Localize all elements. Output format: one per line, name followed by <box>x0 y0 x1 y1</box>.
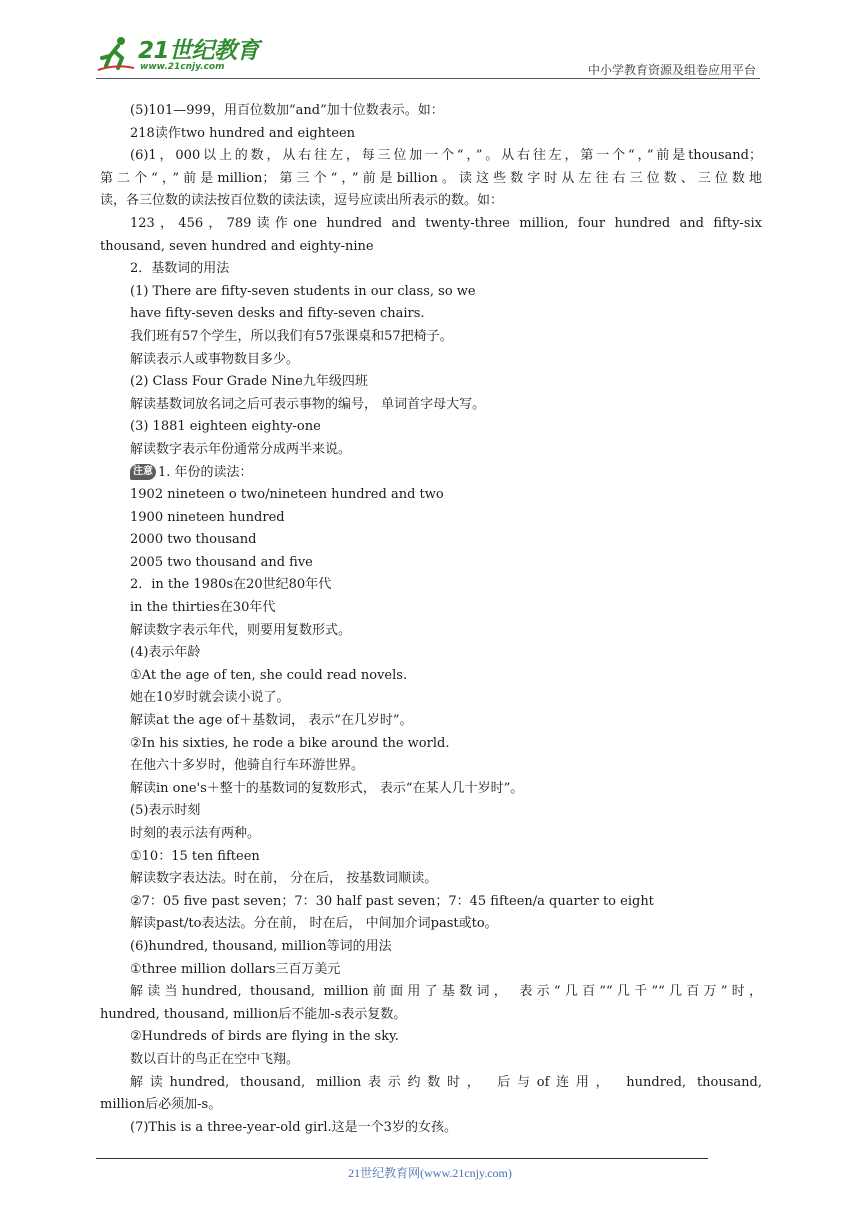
text-line: 在他六十多岁时，他骑自行车环游世界。 <box>130 758 365 774</box>
footer-divider <box>96 1158 708 1159</box>
text-line: 解读in one's＋整十的基数词的复数形式， 表示“在某人几十岁时”。 <box>130 780 524 796</box>
note-badge: 注意 <box>130 464 156 480</box>
text-line: 123，456，789读作one hundred and twenty-three million, four hundred and fifty-six <box>130 215 762 231</box>
text-line: 2005 two thousand and five <box>130 554 313 570</box>
text-line: (2) Class Four Grade Nine九年级四班 <box>130 374 368 390</box>
text-line: 1900 nineteen hundred <box>130 509 285 525</box>
runner-logo-icon <box>96 34 136 74</box>
text-line: 解读基数词放名词之后可表示事物的编号， 单词首字母大写。 <box>130 396 486 412</box>
text-line: 解读表示人或事物数目多少。 <box>130 351 300 367</box>
text-line: 解读数字表示年份通常分成两半来说。 <box>130 441 352 457</box>
text-line: 2．in the 1980s在20世纪80年代 <box>130 577 332 593</box>
text-line: hundred, thousand, million后不能加-s表示复数。 <box>100 1006 407 1022</box>
note-line <box>100 462 762 485</box>
text-line: 1. 年份的读法： <box>158 464 253 480</box>
text-line: 时刻的表示法有两种。 <box>130 826 261 841</box>
text-line: ②In his sixties, he rode a bike around the world. <box>130 735 450 751</box>
text-line: have fifty-seven desks and fifty-seven chairs. <box>130 306 425 322</box>
text-line: ①10：15 ten fifteen <box>130 848 260 864</box>
text-line: ①three million dollars三百万美元 <box>130 961 341 977</box>
document-body <box>100 100 762 1139</box>
text-line: 解读hundred, thousand, million表示约数时， 后与of连用， hundred, thousand, <box>130 1074 762 1090</box>
text-line: 我们班有57个学生，所以我们有57张课桌和57把椅子。 <box>130 328 453 344</box>
logo-url: www.21cnjy.com <box>140 62 225 72</box>
text-line: ①At the age of ten, she could read novels. <box>130 667 408 683</box>
text-line: 她在10岁时就会读小说了。 <box>130 690 290 706</box>
text-line: 数以百计的鸟正在空中飞翔。 <box>130 1051 300 1067</box>
text-line: 读，各三位数的读法按百位数的读法读，逗号应读出所表示的数。如： <box>100 193 504 209</box>
text-line: 解读数字表达法。时在前， 分在后， 按基数词顺读。 <box>130 871 438 887</box>
text-line: 第二个“，”前是million；第三个“，”前是billion。读这些数字时从左往右三位数、三位数地 <box>100 170 762 186</box>
text-line: ②7：05 five past seven；7：30 half past seven；7：45 fifteen/a quarter to eight <box>130 893 654 909</box>
logo-text: 21世纪教育 <box>138 38 260 64</box>
text-line: ②Hundreds of birds are flying in the sky. <box>130 1029 399 1045</box>
platform-name: 中小学教育资源及组卷应用平台 <box>587 63 756 77</box>
text-line: 解读当hundred, thousand, million前面用了基数词， 表示“几百”“几千”“几百万”时， <box>130 984 762 1000</box>
text-line: (5)表示时刻 <box>130 803 201 819</box>
page-header <box>96 30 760 80</box>
text-line: (7)This is a three-year-old girl.这是一个3岁的女孩。 <box>130 1119 457 1135</box>
text-line: (5)101—999，用百位数加“and”加十位数表示。如： <box>130 103 444 118</box>
text-line: 解读at the age of＋基数词， 表示“在几岁时”。 <box>130 713 413 729</box>
text-line: 解读past/to表达法。分在前， 时在后， 中间加介词past或to。 <box>130 916 498 932</box>
text-line: 1902 nineteen o two/nineteen hundred and two <box>130 487 444 503</box>
text-line: million后必须加-s。 <box>100 1097 222 1113</box>
section-heading: 2．基数词的用法 <box>130 261 230 277</box>
text-line: 2000 two thousand <box>130 532 257 548</box>
text-line: in the thirties在30年代 <box>130 600 276 616</box>
text-line: thousand, seven hundred and eighty-nine <box>100 238 374 254</box>
text-line: 解读数字表示年代，则要用复数形式。 <box>130 622 352 638</box>
page-footer: 21世纪教育网(www.21cnjy.com) <box>348 1166 512 1180</box>
text-line: (3) 1881 eighteen eighty-one <box>130 419 321 435</box>
text-line: (4)表示年龄 <box>130 645 201 661</box>
text-line: 218读作two hundred and eighteen <box>130 125 356 141</box>
logo <box>96 30 266 78</box>
header-divider <box>96 78 760 79</box>
text-line: (6)hundred, thousand, million等词的用法 <box>130 938 392 954</box>
text-line: (1) There are fifty-seven students in our class, so we <box>130 283 476 299</box>
text-line: (6)1，000以上的数，从右往左，每三位加一个“，”。从右往左，第一个“，”前是thousand； <box>130 148 762 164</box>
